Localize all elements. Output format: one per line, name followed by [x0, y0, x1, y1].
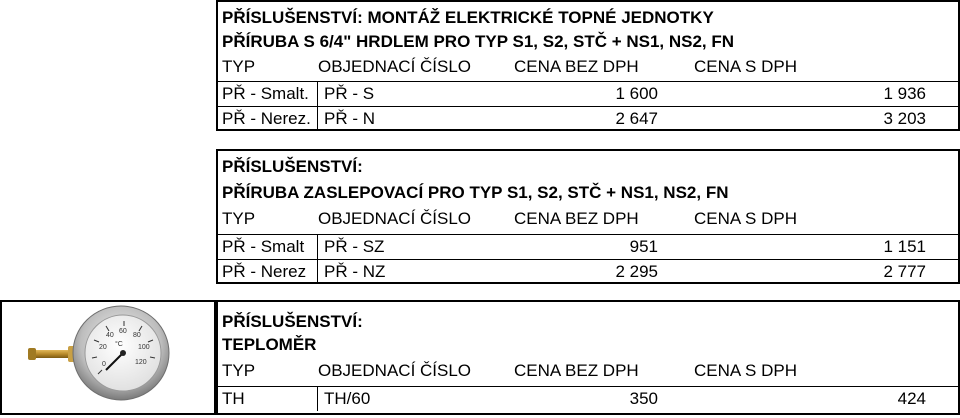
section-title-line-2: TEPLOMĚR	[222, 335, 317, 354]
dial-label: 120	[135, 359, 147, 366]
accessory-section-thermometer	[216, 300, 960, 415]
cell-price-without-vat: 350	[629, 389, 658, 408]
cell-order-number: TH/60	[324, 389, 371, 408]
table-header	[218, 55, 958, 79]
thermometer-gauge-icon	[2, 302, 214, 413]
cell-price-with-vat: 2 777	[883, 262, 926, 281]
thermometer-image-box	[0, 300, 216, 415]
header-order-number: OBJEDNACÍ ČÍSLO	[318, 209, 472, 228]
cell-divider	[317, 387, 318, 411]
header-type: TYP	[222, 57, 256, 76]
section-title-line-2: PŘÍRUBA S 6/4" HRDLEM PRO TYP S1, S2, STČ + NS1, NS2, FN	[222, 32, 735, 51]
cell-order-number: PŘ - S	[324, 84, 375, 103]
dial-label: 20	[99, 344, 107, 351]
table-row	[218, 259, 958, 284]
table-row	[218, 81, 958, 106]
dial-label: 60	[119, 328, 127, 335]
cell-price-with-vat: 3 203	[883, 109, 926, 128]
header-price-with-vat: CENA S DPH	[694, 209, 797, 228]
section-title-line-1: PŘÍSLUŠENSTVÍ: MONTÁŽ ELEKTRICKÉ TOPNÉ JEDNOTKY	[222, 8, 714, 27]
header-order-number: OBJEDNACÍ ČÍSLO	[318, 361, 472, 380]
cell-order-number: PŘ - N	[324, 109, 375, 128]
cell-price-without-vat: 2 647	[615, 109, 658, 128]
cell-type: PŘ - Smalt	[222, 237, 305, 256]
cell-type: PŘ - Nerez.	[222, 109, 311, 128]
cell-order-number: PŘ - SZ	[324, 237, 385, 256]
header-price-without-vat: CENA BEZ DPH	[514, 361, 639, 380]
cell-price-with-vat: 424	[897, 389, 926, 408]
table-row	[218, 106, 958, 131]
header-price-with-vat: CENA S DPH	[694, 361, 797, 380]
cell-price-without-vat: 1 600	[615, 84, 658, 103]
header-type: TYP	[222, 209, 256, 228]
header-price-without-vat: CENA BEZ DPH	[514, 209, 639, 228]
cell-type: TH	[222, 389, 245, 408]
accessory-section-blind-flange	[216, 149, 960, 284]
table-header	[218, 207, 958, 231]
cell-type: PŘ - Nerez	[222, 262, 307, 281]
section-title-line-1: PŘÍSLUŠENSTVÍ:	[222, 157, 363, 176]
dial-unit: °C	[115, 341, 123, 348]
cell-divider	[317, 82, 318, 106]
dial-label: 0	[102, 361, 106, 368]
cell-price-without-vat: 951	[629, 237, 658, 256]
header-type: TYP	[222, 361, 256, 380]
section-title-line-2: PŘÍRUBA ZASLEPOVACÍ PRO TYP S1, S2, STČ + NS1, NS2, FN	[222, 183, 729, 202]
header-price-without-vat: CENA BEZ DPH	[514, 57, 639, 76]
cell-price-with-vat: 1 936	[883, 84, 926, 103]
cell-price-with-vat: 1 151	[883, 237, 926, 256]
cell-divider	[317, 235, 318, 259]
cell-price-without-vat: 2 295	[615, 262, 658, 281]
cell-order-number: PŘ - NZ	[324, 262, 386, 281]
cell-divider	[317, 107, 318, 131]
table-header	[218, 359, 958, 383]
table-row	[218, 386, 958, 411]
cell-type: PŘ - Smalt.	[222, 84, 309, 103]
header-order-number: OBJEDNACÍ ČÍSLO	[318, 57, 472, 76]
cell-divider	[317, 260, 318, 284]
table-row	[218, 234, 958, 259]
header-price-with-vat: CENA S DPH	[694, 57, 797, 76]
section-title-line-1: PŘÍSLUŠENSTVÍ:	[222, 312, 363, 331]
accessory-section-flange	[216, 0, 960, 131]
dial-label: 40	[106, 332, 114, 339]
dial-label: 80	[133, 332, 141, 339]
dial-label: 100	[138, 344, 150, 351]
